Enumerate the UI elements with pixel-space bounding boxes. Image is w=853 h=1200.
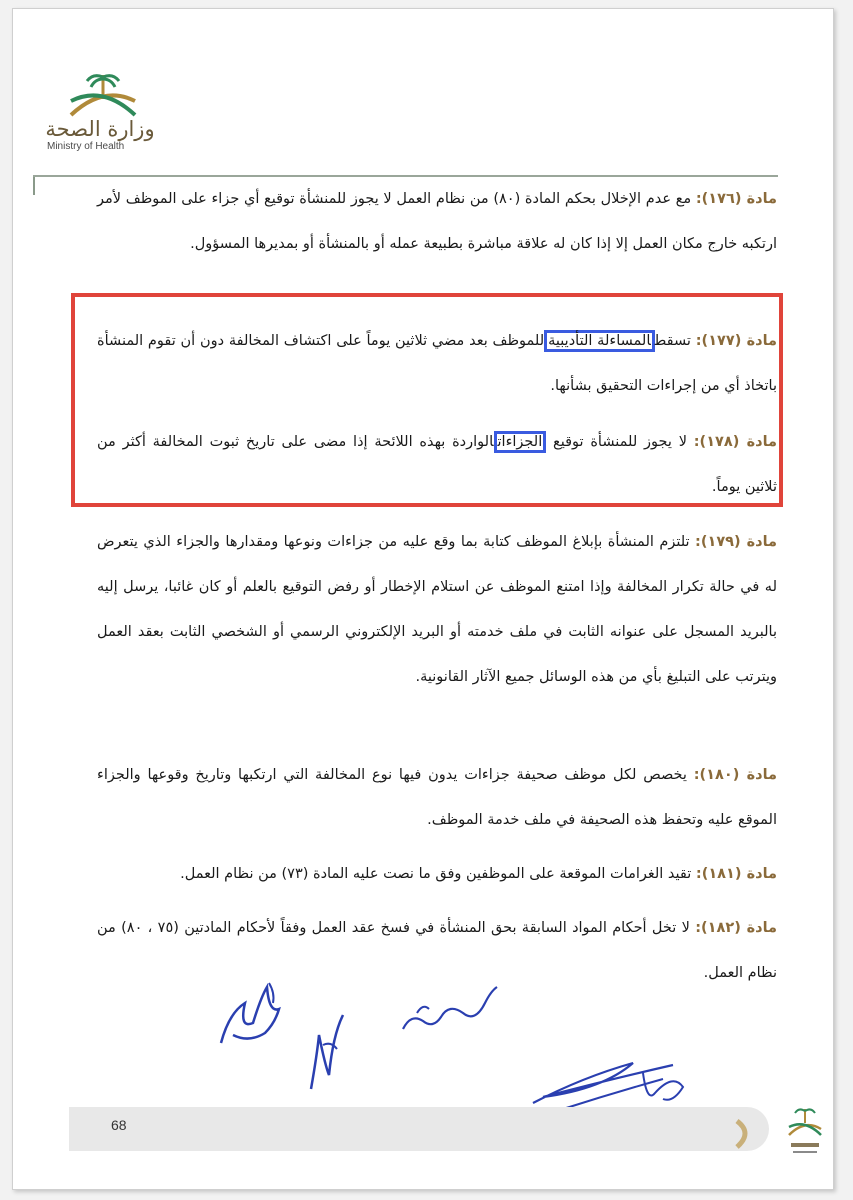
article-176 <box>97 177 777 267</box>
article-label: مادة (١٨٢): <box>695 920 777 936</box>
article-label: مادة (١٧٦): <box>695 191 778 207</box>
signature-3 <box>393 973 503 1043</box>
article-label: مادة (١٧٧): <box>695 333 778 349</box>
logo-english-text: Ministry of Health <box>47 141 125 152</box>
article-label: مادة (١٧٩): <box>695 534 777 550</box>
header-divider-tick <box>33 177 35 195</box>
footer-bar <box>69 1107 769 1151</box>
highlighted-term: المساءلة التأديبية <box>544 330 655 352</box>
article-179 <box>97 520 777 700</box>
article-text-after: الواردة بهذه اللائحة إذا مضى على تاريخ ثبوت المخالفة أكثر من ثلاثين يوماً. <box>97 434 777 495</box>
article-text-before: لا يجوز للمنشأة توقيع <box>553 434 687 450</box>
article-181 <box>97 852 777 897</box>
article-label: مادة (١٧٨): <box>693 434 778 450</box>
page-number: 68 <box>111 1117 127 1133</box>
article-text: تلتزم المنشأة بإبلاغ الموظف كتابة بما وقع عليه من جزاءات ونوعها ومقدارها والجزاء الذي يتعرض له في حالة تكرار المخالفة وإذا امتنع الموظف عن استلام الإخطار أو رفض التوقيع بالعلم أو كان غائبا، يرسل إليه بالبريد المسجل على عنوانه الثابت في ملف خدمته أو البريد الإلكتروني الرسمي أو الشخصي الثابت بعقد العمل ويترتب على التبليغ بأي من هذه الوسائل جميع الآثار القانونية. <box>97 534 777 685</box>
article-text: يخصص لكل موظف صحيفة جزاءات يدون فيها نوع المخالفة التي ارتكبها وتاريخ وقوعها والجزاء الموقع عليه وتحفظ هذه الصحيفة في ملف خدمة الموظف. <box>97 767 777 828</box>
document-page <box>12 8 834 1190</box>
signature-2 <box>303 1005 353 1095</box>
article-178 <box>97 420 777 510</box>
article-180 <box>97 753 777 843</box>
footer-ministry-logo-icon <box>785 1105 825 1165</box>
ministry-logo <box>37 71 157 161</box>
article-label: مادة (١٨١): <box>695 866 777 882</box>
article-text-before: تسقط <box>654 333 691 349</box>
footer-accent-icon <box>733 1119 761 1149</box>
article-label: مادة (١٨٠): <box>693 767 778 783</box>
signature-1 <box>209 973 299 1053</box>
article-text: مع عدم الإخلال بحكم المادة (٨٠) من نظام العمل لا يجوز للمنشأة توقيع أي جزاء على الموظف لأمر ارتكبه خارج مكان العمل إلا إذا كان له علاقة مباشرة بطبيعة عمله أو بالمنشأة أو بمديرها المسؤول. <box>97 191 777 252</box>
palm-swords-emblem-icon <box>63 71 143 121</box>
highlighted-term: الجزاءات <box>494 431 547 453</box>
article-text: تقيد الغرامات الموقعة على الموظفين وفق ما نصت عليه المادة (٧٣) من نظام العمل. <box>180 866 692 882</box>
article-text: لا تخل أحكام المواد السابقة بحق المنشأة في فسخ عقد العمل وفقاً لأحكام المادتين (٧٥ ، ٨٠) من نظام العمل. <box>97 920 777 981</box>
article-177 <box>97 319 777 409</box>
article-text-after: للموظف بعد مضي ثلاثين يوماً على اكتشاف المخالفة دون أن تقوم المنشأة باتخاذ أي من إجراءات التحقيق بشأنها. <box>97 333 777 394</box>
logo-arabic-text: وزارة الصحة <box>45 117 155 141</box>
